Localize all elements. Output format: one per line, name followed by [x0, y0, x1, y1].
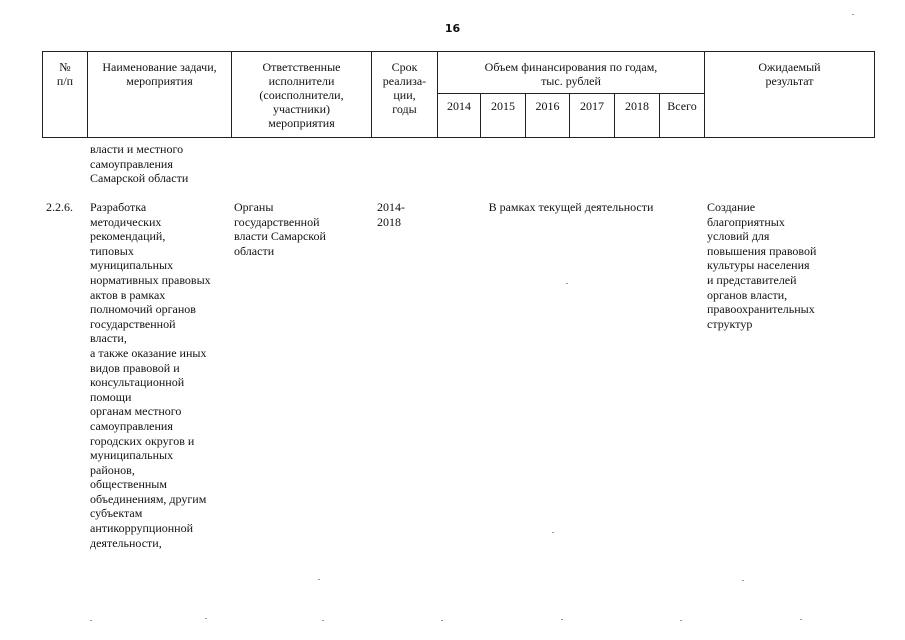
- row-term-text: [377, 200, 405, 229]
- row-financing-text: [438, 200, 704, 215]
- task-line: рекомендаций,: [90, 229, 166, 244]
- result-line: и представителей: [707, 272, 797, 287]
- scan-speck: [742, 580, 744, 581]
- row-result-text: [707, 200, 816, 331]
- row-task-text: [90, 200, 211, 550]
- header-num: № п/п: [56, 60, 74, 88]
- result-line: культуры населения: [707, 258, 810, 273]
- task-line: помощи: [90, 389, 132, 404]
- result-line: органов власти,: [707, 287, 788, 302]
- task-line: консультационной: [90, 375, 185, 390]
- task-line: объединениям, другим: [90, 491, 207, 506]
- result-line: благоприятных: [707, 214, 785, 229]
- row-number: 2.2.6.: [46, 200, 73, 214]
- scan-speck: [552, 532, 554, 533]
- scan-speck: [800, 619, 802, 620]
- task-line: самоуправления: [90, 418, 173, 433]
- scan-speck: [318, 579, 320, 580]
- col-border-right: [874, 51, 875, 138]
- task-line: нормативных правовых: [90, 272, 211, 287]
- result-line: условий для: [707, 229, 770, 244]
- task-line: деятельности,: [90, 535, 162, 550]
- continuation-line: власти и местного: [90, 142, 184, 156]
- task-line: муниципальных: [90, 258, 174, 273]
- scan-speck: [680, 620, 682, 621]
- responsible-line: области: [234, 243, 275, 258]
- header-year-2015: 2015: [491, 99, 515, 113]
- continuation-line: самоуправления: [90, 156, 173, 171]
- header-year-2016: 2016: [535, 99, 560, 113]
- responsible-line: государственной: [234, 214, 320, 229]
- task-line: муниципальных: [90, 448, 174, 463]
- task-line: государственной: [90, 316, 176, 331]
- header-year-2018: 2018: [625, 99, 649, 113]
- task-line: субъектам: [90, 506, 143, 521]
- page-number: 16: [444, 22, 461, 35]
- task-line: полномочий органов: [90, 302, 196, 317]
- continuation-task-text: [90, 142, 188, 186]
- result-line: правоохранительных: [707, 302, 815, 317]
- header-result: Ожидаемый результат: [758, 60, 821, 88]
- header-bottom-border: [42, 137, 874, 138]
- years-divider: [437, 93, 704, 94]
- task-line: видов правовой и: [90, 360, 180, 375]
- row-responsible-text: [234, 200, 326, 258]
- task-line: методических: [90, 214, 162, 229]
- task-line: антикоррупционной: [90, 521, 194, 536]
- scan-speck: [561, 619, 563, 620]
- header-year-2017: 2017: [580, 99, 604, 113]
- result-line: структур: [707, 316, 753, 331]
- task-line: общественным: [90, 477, 167, 492]
- result-line: повышения правовой: [707, 243, 817, 258]
- task-line: типовых: [90, 243, 134, 258]
- term-line: 2014-: [377, 200, 405, 214]
- header-task: Наименование задачи, мероприятия: [102, 60, 217, 88]
- responsible-line: Органы: [234, 200, 274, 214]
- task-line: а также оказание иных: [90, 345, 207, 360]
- header-financing: Объем финансирования по годам, тыс. рублей: [484, 60, 658, 88]
- task-line: районов,: [90, 462, 135, 477]
- scan-speck: [441, 620, 443, 621]
- header-responsible: Ответственные исполнители (соисполнители, участники) мероприятия: [259, 60, 344, 130]
- task-line: городских округов и: [90, 433, 195, 448]
- responsible-line: власти Самарской: [234, 229, 326, 244]
- financing-line: В рамках текущей деятельности: [488, 200, 654, 214]
- header-total: Всего: [667, 99, 697, 113]
- task-line: органам местного: [90, 404, 182, 419]
- task-line: власти,: [90, 331, 127, 346]
- task-line: актов в рамках: [90, 287, 166, 302]
- scan-speck: [852, 14, 854, 15]
- scan-speck: [322, 620, 324, 621]
- header-year-2014: 2014: [447, 99, 471, 113]
- term-line: 2018: [377, 214, 401, 229]
- header-top-border: [42, 51, 874, 52]
- scan-speck: [90, 620, 92, 621]
- result-line: Создание: [707, 200, 756, 214]
- scan-speck: [205, 618, 207, 619]
- continuation-line: Самарской области: [90, 171, 189, 186]
- task-line: Разработка: [90, 200, 147, 214]
- header-term: Срок реализа- ции, годы: [382, 60, 427, 116]
- scan-speck: [566, 283, 568, 284]
